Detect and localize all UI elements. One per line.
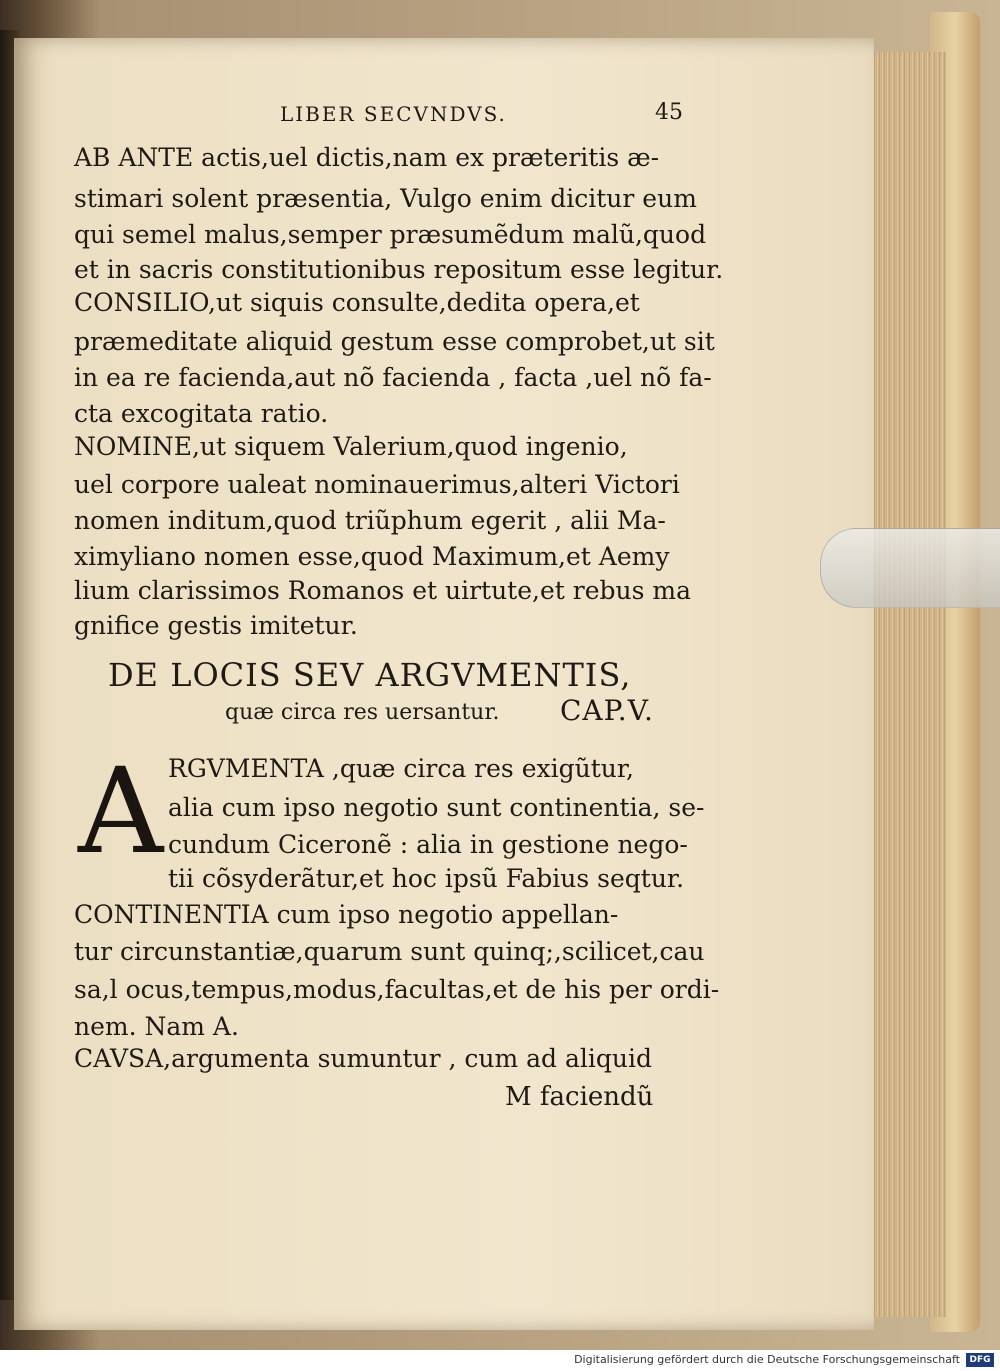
- dfg-logo: DFG: [966, 1353, 994, 1367]
- chapter-number: CAP.V.: [560, 694, 654, 727]
- chapter-subtitle: quæ circa res uersantur.: [225, 700, 500, 725]
- text-line: et in sacris constitutionibus repositum esse legitur.: [74, 255, 724, 284]
- text-line: uel corpore ualeat nominauerimus,alteri Victori: [74, 470, 680, 499]
- page-stack-edge: [866, 52, 946, 1317]
- footer-bar: [0, 1350, 1000, 1371]
- catchword: M faciendũ: [505, 1082, 654, 1112]
- text-line: gnifice gestis imitetur.: [74, 611, 358, 640]
- running-title: LIBER SECVNDVS.: [280, 102, 507, 126]
- text-line: in ea re facienda,aut nõ facienda , facta ,uel nõ fa-: [74, 363, 712, 392]
- text-line: ximyliano nomen esse,quod Maximum,et Aemy: [74, 542, 670, 571]
- page-clip: [820, 528, 1000, 608]
- text-line: tur circunstantiæ,quarum sunt quinq;,scilicet,cau: [74, 937, 705, 966]
- text-line: nomen inditum,quod triũphum egerit , alii Ma-: [74, 506, 666, 535]
- text-line: cta excogitata ratio.: [74, 399, 329, 428]
- text-line: nem. Nam A.: [74, 1012, 239, 1041]
- text-line: præmeditate aliquid gestum esse comprobet,ut sit: [74, 327, 715, 356]
- text-line: NOMINE,ut siquem Valerium,quod ingenio,: [74, 432, 628, 461]
- text-line: cundum Ciceronẽ : alia in gestione nego-: [168, 830, 688, 859]
- text-line: CONTINENTIA cum ipso negotio appellan-: [74, 900, 619, 929]
- text-line: CAVSA,argumenta sumuntur , cum ad aliquid: [74, 1044, 652, 1073]
- text-line: qui semel malus,semper præsumẽdum malũ,quod: [74, 220, 707, 249]
- text-line: tii cõsyderãtur,et hoc ipsũ Fabius seqtur.: [168, 864, 685, 893]
- drop-cap: A: [78, 742, 164, 880]
- text-line: alia cum ipso negotio sunt continentia, se-: [168, 793, 705, 822]
- text-line: stimari solent præsentia, Vulgo enim dicitur eum: [74, 184, 697, 213]
- chapter-title: DE LOCIS SEV ARGVMENTIS,: [108, 656, 632, 694]
- text-line: CONSILIO,ut siquis consulte,dedita opera,et: [74, 288, 640, 317]
- text-line: lium clarissimos Romanos et uirtute,et rebus ma: [74, 576, 691, 605]
- text-line: AB ANTE actis,uel dictis,nam ex præteritis æ-: [74, 143, 660, 172]
- text-line: sa,l ocus,tempus,modus,facultas,et de his per ordi-: [74, 975, 720, 1004]
- footer-credit: Digitalisierung gefördert durch die Deutsche Forschungsgemeinschaft: [574, 1353, 960, 1366]
- text-line: RGVMENTA ,quæ circa res exigũtur,: [168, 754, 634, 783]
- page-number: 45: [655, 100, 683, 125]
